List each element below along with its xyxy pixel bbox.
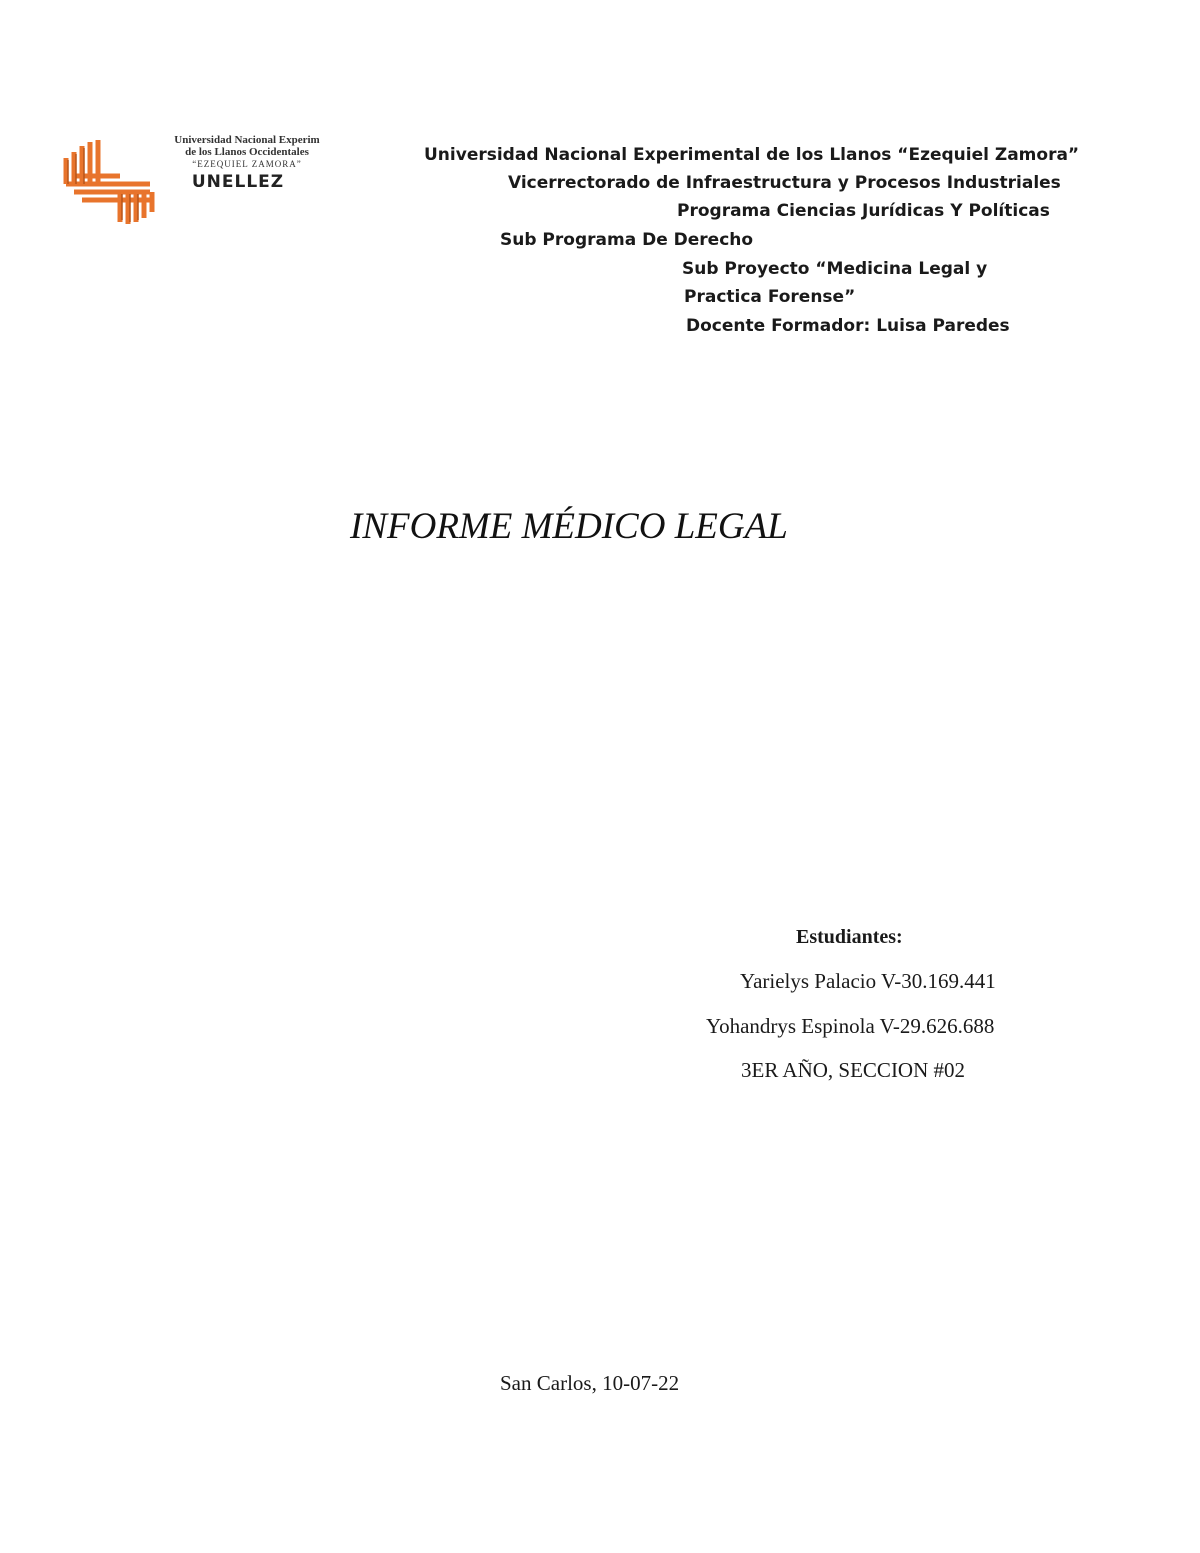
logo-line-2: de los Llanos Occidentales <box>185 146 309 158</box>
student-name-2: Yohandrys Espinola V-29.626.688 <box>706 1014 995 1038</box>
header-programa: Programa Ciencias Jurídicas Y Políticas <box>677 201 1050 221</box>
unellez-logo <box>60 132 340 232</box>
logo-acronym: UNELLEZ <box>191 172 285 192</box>
logo-line-3: “EZEQUIEL ZAMORA” <box>192 159 302 169</box>
header-university: Universidad Nacional Experimental de los Llanos “Ezequiel Zamora” <box>424 145 1080 165</box>
student-section: 3ER AÑO, SECCION #02 <box>741 1058 966 1082</box>
logo-line-1: Universidad Nacional Experim <box>174 134 320 146</box>
place-and-date: San Carlos, 10-07-22 <box>500 1371 680 1395</box>
document-title: INFORME MÉDICO LEGAL <box>350 506 788 547</box>
student-name-1: Yarielys Palacio V-30.169.441 <box>740 969 996 993</box>
header-sub-programa: Sub Programa De Derecho <box>500 230 754 250</box>
header-sub-proyecto-line-1: Sub Proyecto “Medicina Legal y <box>682 259 988 279</box>
students-label: Estudiantes: <box>796 926 903 948</box>
header-docente: Docente Formador: Luisa Paredes <box>686 316 1010 336</box>
header-sub-proyecto-line-2: Practica Forense” <box>684 287 856 307</box>
header-vicerrectorado: Vicerrectorado de Infraestructura y Procesos Industriales <box>508 173 1061 193</box>
logo-text <box>152 134 342 192</box>
